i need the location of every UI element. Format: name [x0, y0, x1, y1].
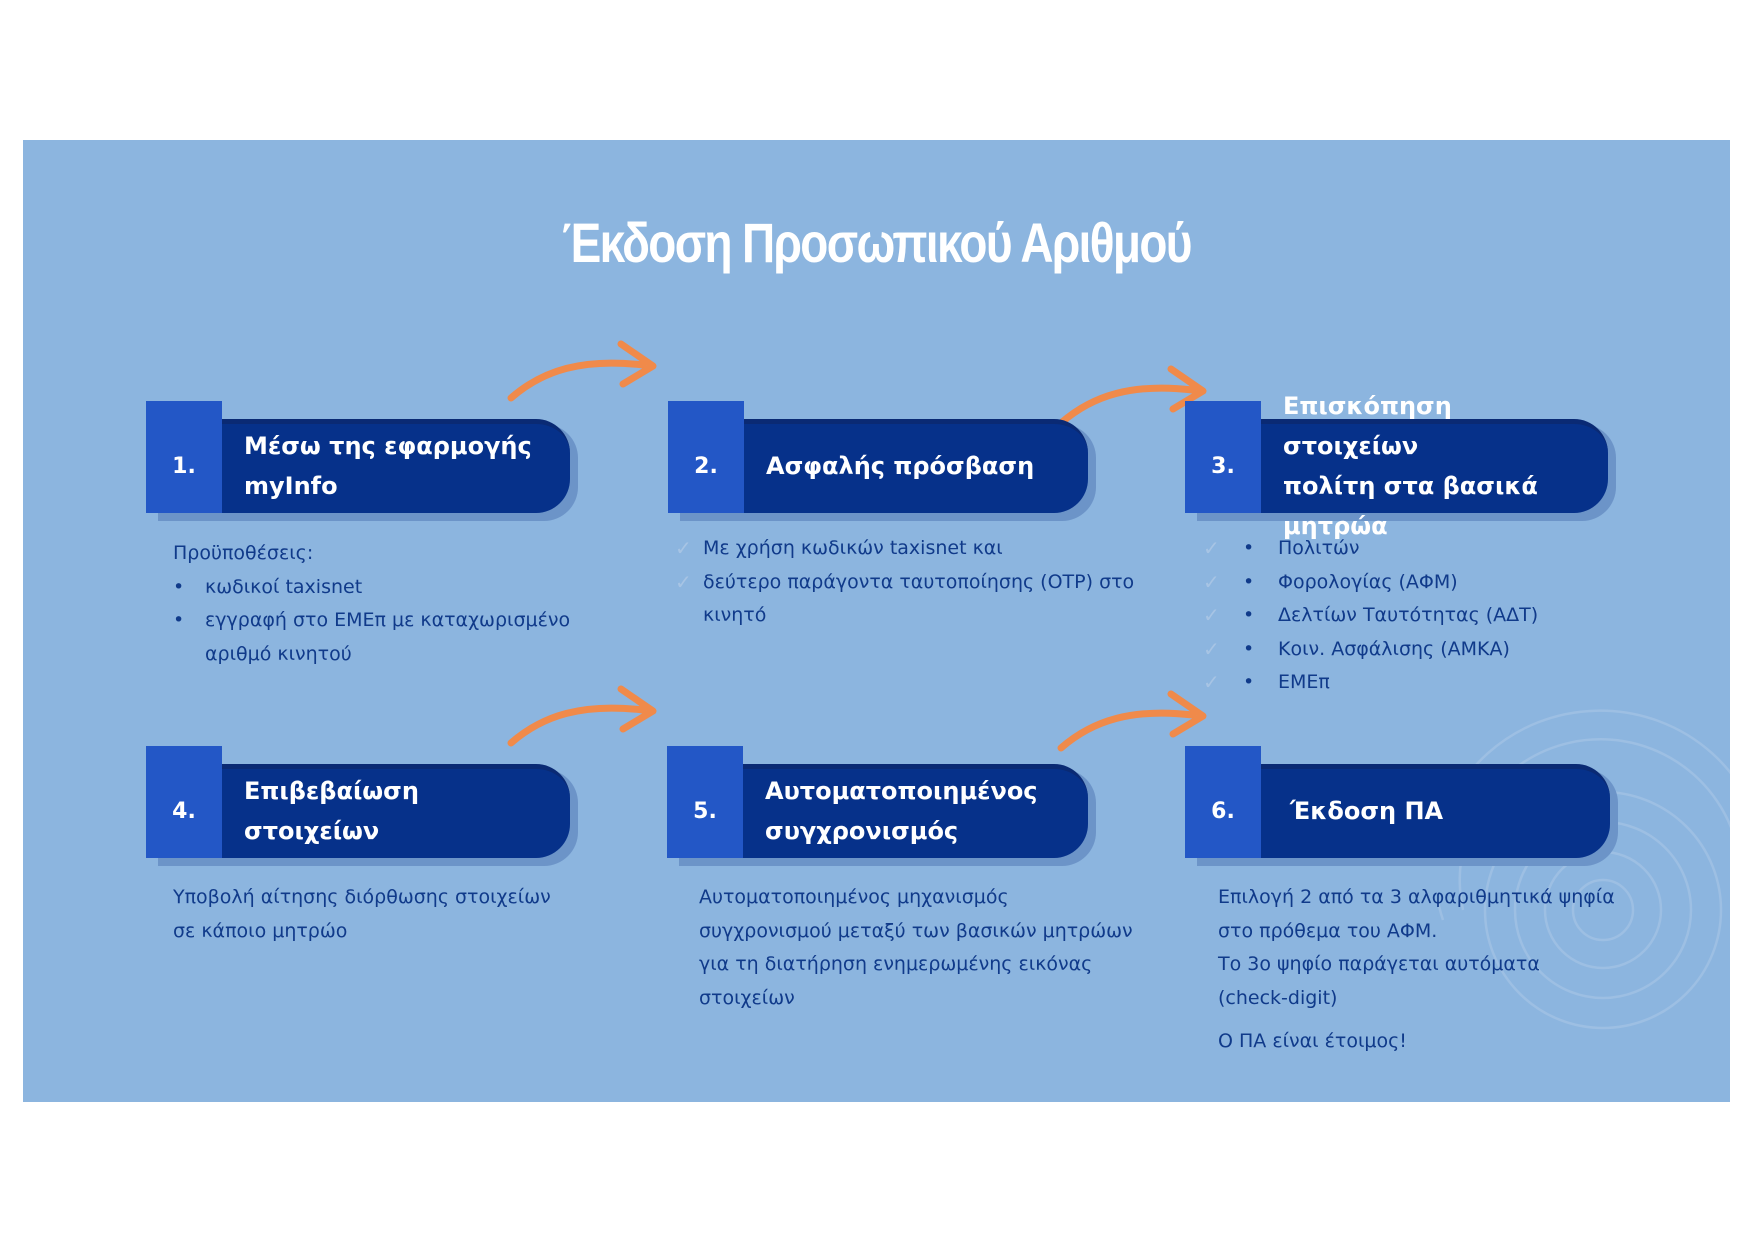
list-item: ✓ Φορολογίας (ΑΦΜ) • [1223, 566, 1623, 600]
step-number: 3. [1211, 453, 1235, 479]
step-6-description: Επιλογή 2 από τα 3 αλφαριθμητικά ψηφία στο πρόθεμα του ΑΦΜ. Το 3ο ψηφίο παράγεται αυτόματα (check-digit) Ο ΠΑ είναι έτοιμος! [1218, 881, 1688, 1059]
step-label: Επιβεβαίωση στοιχείων [244, 777, 419, 845]
list-item: ✓ Κοιν. Ασφάλισης (ΑΜΚΑ) • [1223, 633, 1623, 667]
step-number: 1. [172, 453, 196, 479]
prerequisites-heading: Προϋποθέσεις: [173, 542, 314, 564]
arrow-4-to-5-icon [503, 675, 673, 755]
step-5-description: Αυτοματοποιημένος μηχανισμός συγχρονισμού μεταξύ των βασικών μητρώων για τη διατήρηση ενημερωμένης εικόνας στοιχείων [699, 886, 1133, 1009]
list-item: ✓ Πολιτών • [1223, 532, 1623, 566]
step-number: 2. [694, 453, 718, 479]
step-4-description: Υποβολή αίτησης διόρθωσης στοιχείων σε κάποιο μητρώο [173, 886, 551, 942]
step-number: 4. [172, 798, 196, 824]
page-title: Έκδοση Προσωπικού Αριθμού [562, 211, 1191, 274]
step-1 [146, 401, 570, 513]
diagram-panel [23, 140, 1730, 1102]
list-item: ✓ ΕΜΕπ • [1223, 666, 1623, 700]
step-number: 5. [693, 798, 717, 824]
step-5 [667, 746, 1088, 858]
step-label: Ασφαλής πρόσβαση [766, 452, 1035, 480]
step-3-description [1223, 532, 1623, 700]
step-label: Μέσω της εφαρμογής myInfo [244, 432, 532, 500]
final-note: Ο ΠΑ είναι έτοιμος! [1218, 1030, 1407, 1052]
list-item: • εγγραφή στο ΕΜΕπ με καταχωρισμένο αριθμό κινητού [173, 604, 593, 671]
step-label: Αυτοματοποιημένος συγχρονισμός [765, 777, 1038, 845]
step-1-description [173, 537, 593, 671]
step-3 [1185, 392, 1608, 540]
list-item: ✓ Με χρήση κωδικών taxisnet και [703, 532, 1143, 566]
list-item: • κωδικοί taxisnet [173, 571, 593, 605]
step-6 [1185, 746, 1610, 858]
step-2-description [703, 532, 1143, 633]
arrow-1-to-2-icon [503, 330, 673, 410]
list-item: ✓ Δελτίων Ταυτότητας (ΑΔΤ) • [1223, 599, 1623, 633]
step-number: 6. [1211, 798, 1235, 824]
list-item: ✓ δεύτερο παράγοντα ταυτοποίησης (OTP) στο κινητό [703, 566, 1143, 633]
step-label: Επισκόπηση στοιχείων πολίτη στα βασικά μητρώα [1283, 392, 1538, 540]
step-label: Έκδοση ΠΑ [1290, 797, 1444, 825]
step-4 [146, 746, 570, 858]
step-2 [668, 401, 1088, 513]
